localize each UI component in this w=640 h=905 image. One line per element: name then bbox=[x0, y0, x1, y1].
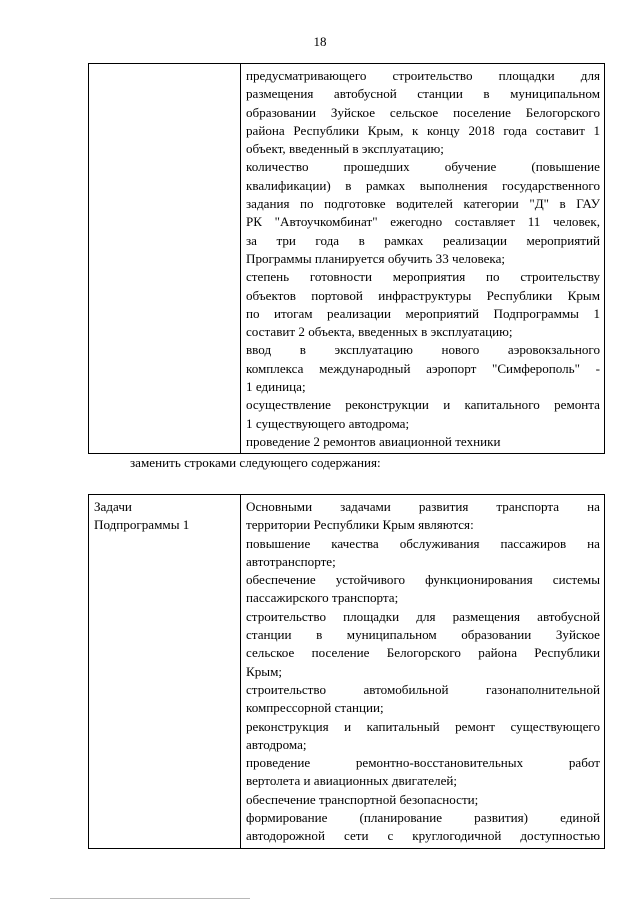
text-line: повышение качества обслуживания пассажиров на bbox=[246, 535, 600, 551]
text-line: объект, введенный в эксплуатацию; bbox=[246, 141, 444, 157]
text-line: станции в муниципальном образовании Зуйское bbox=[246, 627, 600, 643]
text-line: автотранспорте; bbox=[246, 553, 336, 569]
text-line: проведение 2 ремонтов авиационной техники bbox=[246, 433, 501, 449]
text-line: автодрома; bbox=[246, 736, 307, 752]
text-line: 1 существующего автодрома; bbox=[246, 415, 410, 431]
text-line: комплекса международный аэропорт "Симферополь" - bbox=[246, 360, 600, 376]
text-line: за три года в рамках реализации мероприятий bbox=[246, 232, 600, 248]
text-line: обеспечение транспортной безопасности; bbox=[246, 791, 479, 807]
text-line: объектов портовой инфраструктуры Республики Крым bbox=[246, 287, 600, 303]
replacement-instruction: заменить строками следующего содержания: bbox=[130, 455, 381, 470]
text-line: образовании Зуйское сельское поселение Белогорского bbox=[246, 104, 600, 120]
text-line: строительство площадки для размещения автобусной bbox=[246, 608, 600, 624]
table-row bbox=[89, 495, 605, 849]
passport-table-old-rows bbox=[88, 63, 605, 454]
text-line: формирование (планирование развития) единой bbox=[246, 810, 600, 826]
label-line: Задачи bbox=[94, 499, 132, 514]
text-line: реконструкция и капитальный ремонт существующего bbox=[246, 718, 600, 734]
label-line: Подпрограммы 1 bbox=[94, 517, 190, 533]
text-line: автодорожной сети с круглогодичной доступностью bbox=[246, 828, 600, 844]
text-line: сельское поселение Белогорского района Республики bbox=[246, 645, 600, 661]
table-cell-label bbox=[89, 495, 241, 849]
text-line: компрессорной станции; bbox=[246, 700, 384, 716]
table-row bbox=[89, 64, 605, 454]
text-line: территории Республики Крым являются: bbox=[246, 517, 474, 533]
text-line: вертолета и авиационных двигателей; bbox=[246, 773, 458, 789]
text-line: осуществление реконструкции и капитального ремонта bbox=[246, 397, 600, 413]
table-cell-content bbox=[241, 495, 605, 849]
table-cell-content bbox=[241, 64, 605, 454]
text-line: степень готовности мероприятия по строительству bbox=[246, 269, 600, 285]
text-line: проведение ремонтно-восстановительных работ bbox=[246, 755, 600, 771]
text-line: Основными задачами развития транспорта на bbox=[246, 499, 600, 514]
text-line: по итогам реализации мероприятий Подпрограммы 1 bbox=[246, 305, 600, 321]
indicator-text bbox=[246, 67, 600, 451]
page-number: 18 bbox=[313, 34, 327, 49]
text-line: 1 единица; bbox=[246, 379, 306, 395]
text-line: Крым; bbox=[246, 663, 283, 679]
text-line: предусматривающего строительство площадки для bbox=[246, 68, 600, 83]
text-line: РК "Автоучкомбинат" ежегодно составляет 11 человек, bbox=[246, 214, 600, 230]
text-line: обеспечение устойчивого функционирования системы bbox=[246, 572, 600, 588]
tasks-text bbox=[246, 498, 600, 846]
text-line: количество прошедших обучение (повышение bbox=[246, 159, 600, 175]
text-line: Программы планируется обучить 33 человека; bbox=[246, 250, 506, 266]
text-line: района Республики Крым, к концу 2018 года составит 1 bbox=[246, 122, 600, 138]
table-cell-label bbox=[89, 64, 241, 454]
text-line: строительство автомобильной газонаполнительной bbox=[246, 681, 600, 697]
text-line: квалификации) в рамках выполнения государственного bbox=[246, 177, 600, 193]
text-line: пассажирского транспорта; bbox=[246, 590, 399, 606]
text-line: ввод в эксплуатацию нового аэровокзального bbox=[246, 342, 600, 358]
passport-table-new-rows bbox=[88, 494, 605, 849]
scan-artifact-line bbox=[50, 898, 250, 899]
text-line: размещения автобусной станции в муниципальном bbox=[246, 86, 600, 102]
text-line: задания по подготовке водителей категории "Д" в ГАУ bbox=[246, 196, 600, 212]
text-line: составит 2 объекта, введенных в эксплуатацию; bbox=[246, 324, 513, 340]
